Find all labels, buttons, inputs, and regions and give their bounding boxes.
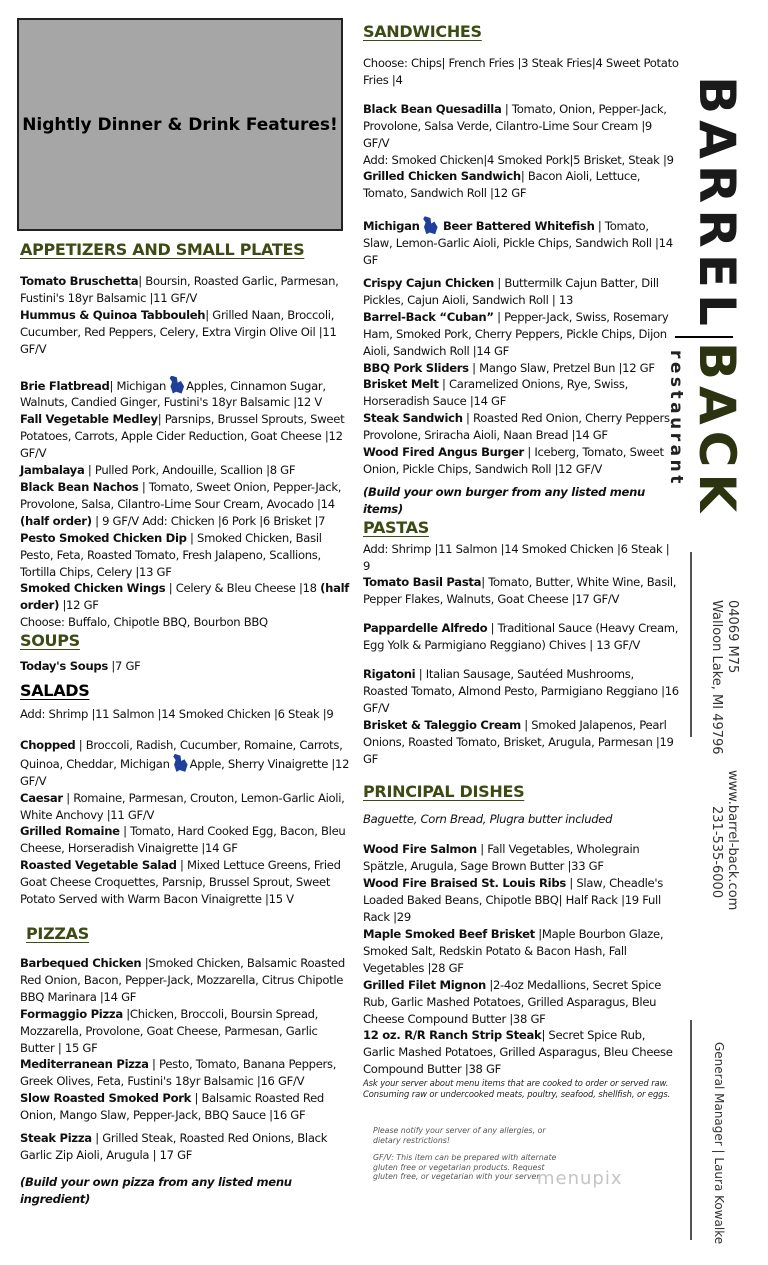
menu-item: Brisket & Taleggio Cream | Smoked Jalapenos, Pearl Onions, Roasted Tomato, Brisket, Arugula, Parmesan |19 GF [363,717,674,766]
pizzas-title: PIZZAS [26,924,89,943]
brand-divider [676,336,734,338]
menu-item: Grilled Filet Mignon |2-4oz Medallions, Secret Spice Rub, Garlic Mashed Potatoes, Grilled Asparagus, Bleu Cheese Compound Butter |38 GF [363,977,662,1026]
gf-note: GF/V: This item can be prepared with alternate gluten free or vegetarian products. Request gluten free, or vegetarian with your server. [373,1153,557,1182]
menu-item: Fall Vegetable Medley| Parsnips, Brussel Sprouts, Sweet Potatoes, Carrots, Apple Cider Reduction, Goat Cheese |12 GF/V [20,412,345,461]
michigan-icon [172,754,188,772]
menu-item: BBQ Pork Sliders | Mango Slaw, Pretzel Bun |12 GF [363,360,655,375]
menu-item: Pesto Smoked Chicken Dip | Smoked Chicken, Basil Pesto, Feta, Roasted Tomato, Fresh Jalapeno, Scallions, Tortilla Chips, Celery |13 GF [20,530,322,579]
menu-item: Roasted Vegetable Salad | Mixed Lettuce Greens, Fried Goat Cheese Croquettes, Parsnip, Brussel Sprout, Sweet Potato Served with Warm Bacon Vinaigrette |15 V [20,858,341,907]
middle-column [363,22,679,1100]
address-line-1: 04069 M75 [725,600,740,674]
principal-title: PRINCIPAL DISHES [363,781,525,801]
menu-item: Rigatoni | Italian Sausage, Sautéed Mushrooms, Roasted Tomato, Almond Pesto, Parmigiano Reggiano |16 GF/V [363,667,679,715]
soups-title: SOUPS [20,631,80,651]
menu-item: Wood Fired Angus Burger | Iceberg, Tomato, Sweet Onion, Pickle Chips, Sandwich Roll |12 GF/V [363,445,664,476]
appetizers-title: APPETIZERS AND SMALL PLATES [20,240,305,259]
menu-item: Black Bean Nachos | Tomato, Sweet Onion, Pepper-Jack, Provolone, Salsa, Cilantro-Lime Sour Cream, Avocado |14 (half order) | 9 GF/V Add: Chicken |6 Pork |6 Brisket |7 [20,479,342,528]
menu-item: Grilled Romaine | Tomato, Hard Cooked Egg, Bacon, Bleu Cheese, Horseradish Vinaigrette |14 GF [20,824,346,856]
menu-item: Pappardelle Alfredo | Traditional Sauce (Heavy Cream, Egg Yolk & Parmigiano Reggiano) Chives | 13 GF/V [363,621,679,653]
allergy-note: Please notify your server of any allergies, or dietary restrictions! [373,1126,546,1145]
burger-note: (Build your own burger from any listed menu items) [363,484,646,516]
michigan-icon [422,216,438,234]
menu-item: Mediterranean Pizza | Pesto, Tomato, Banana Peppers, Greek Olives, Feta, Fustini's 18yr Balsamic |16 GF/V [20,1057,337,1089]
menu-item: Formaggio Pizza |Chicken, Broccoli, Boursin Spread, Mozzarella, Provolone, Goat Cheese, Parmesan, Garlic Butter | 15 GF [20,1006,319,1055]
nightly-features-box [17,18,343,231]
watermark: menupix [537,1168,623,1189]
raw-warning: Ask your server about menu items that are cooked to order or served raw. Consuming raw or undercooked meats, poultry, seafood, shellfish, or eggs. [363,1078,671,1099]
menu-item: Wood Fire Salmon | Fall Vegetables, Wholegrain Spätzle, Arugula, Sage Brown Butter |33 GF [363,842,640,874]
menu-item: Steak Pizza | Grilled Steak, Roasted Red Onions, Black Garlic Zip Aioli, Arugula | 17 GF [20,1131,328,1162]
salads-title: SALADS [20,681,90,701]
principal-note: Baguette, Corn Bread, Plugra butter included [363,811,613,826]
menu-item: Brisket Melt | Caramelized Onions, Rye, Swiss, Horseradish Sauce |14 GF [363,377,629,409]
left-column [20,240,350,1208]
brand-back: BACK [688,341,746,519]
pizza-note: (Build your own pizza from any listed menu ingredient) [20,1174,292,1206]
menu-item: Chopped | Broccoli, Radish, Cucumber, Romaine, Carrots, Quinoa, Cheddar, Michigan Apple, Sherry Vinaigrette |12 GF/V [20,737,350,788]
pastas-add: Add: Shrimp |11 Salmon |14 Smoked Chicken |6 Steak | 9 [363,541,670,573]
menu-item: Today's Soups |7 GF [20,659,141,674]
menu-item: Slow Roasted Smoked Pork | Balsamic Roasted Red Onion, Mango Slaw, Pepper-Jack, BBQ Sauce |16 GF [20,1091,324,1123]
brand-logo [686,76,748,519]
salads-add: Add: Shrimp |11 Salmon |14 Smoked Chicken |6 Steak |9 [20,707,334,722]
address-line-2: Walloon Lake, MI 49796 [709,600,724,755]
menu-item: Hummus & Quinoa Tabbouleh| Grilled Naan, Broccoli, Cucumber, Red Peppers, Celery, Extra Virgin Olive Oil |11 GF/V [20,307,337,356]
menu-item: Crispy Cajun Chicken | Buttermilk Cajun Batter, Dill Pickles, Cajun Aioli, Sandwich Roll | 13 [363,275,659,307]
brand-barrel: BARREL [688,76,746,332]
menu-item: Barrel-Back “Cuban” | Pepper-Jack, Swiss, Rosemary Ham, Smoked Pork, Cherry Peppers, Pickle Chips, Dijon Aioli, Sandwich Roll |14 GF [363,309,669,358]
menu-item: Smoked Chicken Wings | Celery & Bleu Cheese |18 (half order) |12 GF Choose: Buffalo, Chipotle BBQ, Bourbon BBQ [20,581,350,630]
menu-item: Black Bean Quesadilla | Tomato, Onion, Pepper-Jack, Provolone, Salsa Verde, Cilantro-Lime Sour Cream |9 GF/V Add: Smoked Chicken|4 Smoked Pork|5 Brisket, Steak |9 [363,101,674,167]
michigan-icon [168,376,184,394]
menu-item: Tomato Bruschetta| Boursin, Roasted Garlic, Parmesan, Fustini's 18yr Balsamic |11 GF/V [20,274,339,305]
divider-line [690,552,692,737]
phone-number[interactable]: 231-535-6000 [709,806,724,899]
brand-subtitle: restaurant [666,350,686,487]
nightly-features-title: Nightly Dinner & Drink Features! [22,114,338,135]
menu-item: 12 oz. R/R Ranch Strip Steak| Secret Spice Rub, Garlic Mashed Potatoes, Grilled Asparagus, Bleu Cheese Compound Butter |38 GF [363,1028,673,1077]
menu-item: Michigan Beer Battered Whitefish | Tomato, Slaw, Lemon-Garlic Aioli, Pickle Chips, Sandwich Roll |14 GF [363,216,679,269]
menu-item: Caesar | Romaine, Parmesan, Crouton, Lemon-Garlic Aioli, White Anchovy |11 GF/V [20,790,345,822]
sandwiches-title: SANDWICHES [363,22,482,41]
divider-line [690,1020,692,1240]
menu-item: Grilled Chicken Sandwich| Bacon Aioli, Lettuce, Tomato, Sandwich Roll |12 GF [363,169,641,201]
menu-item: Barbequed Chicken |Smoked Chicken, Balsamic Roasted Red Onion, Bacon, Pepper-Jack, Mozzarella, Citrus Chipotle BBQ Marinara |14 GF [20,956,345,1004]
menu-item: Jambalaya | Pulled Pork, Andouille, Scallion |8 GF [20,463,296,478]
general-manager: General Manager | Laura Kowalke [712,1042,726,1245]
sandwiches-choose: Choose: Chips| French Fries |3 Steak Fries|4 Sweet Potato Fries |4 [363,56,679,87]
menu-item: Brie Flatbread| Michigan Apples, Cinnamon Sugar, Walnuts, Candied Ginger, Fustini's 18yr Balsamic |12 V [20,376,350,412]
menu-item: Tomato Basil Pasta| Tomato, Butter, White Wine, Basil, Pepper Flakes, Walnuts, Goat Cheese |17 GF/V [363,575,677,607]
menu-item: Wood Fire Braised St. Louis Ribs | Slaw, Cheadle's Loaded Baked Beans, Chipotle BBQ| Half Rack |19 Full Rack |29 [363,876,664,925]
website-link[interactable]: www.barrel-back.com [725,770,740,911]
menu-item: Steak Sandwich | Roasted Red Onion, Cherry Peppers, Provolone, Sriracha Aioli, Naan Bread |14 GF [363,411,674,443]
pastas-title: PASTAS [363,517,429,537]
menu-item: Maple Smoked Beef Brisket |Maple Bourbon Glaze, Smoked Salt, Redskin Potato & Bacon Hash, Fall Vegetables |28 GF [363,926,664,975]
